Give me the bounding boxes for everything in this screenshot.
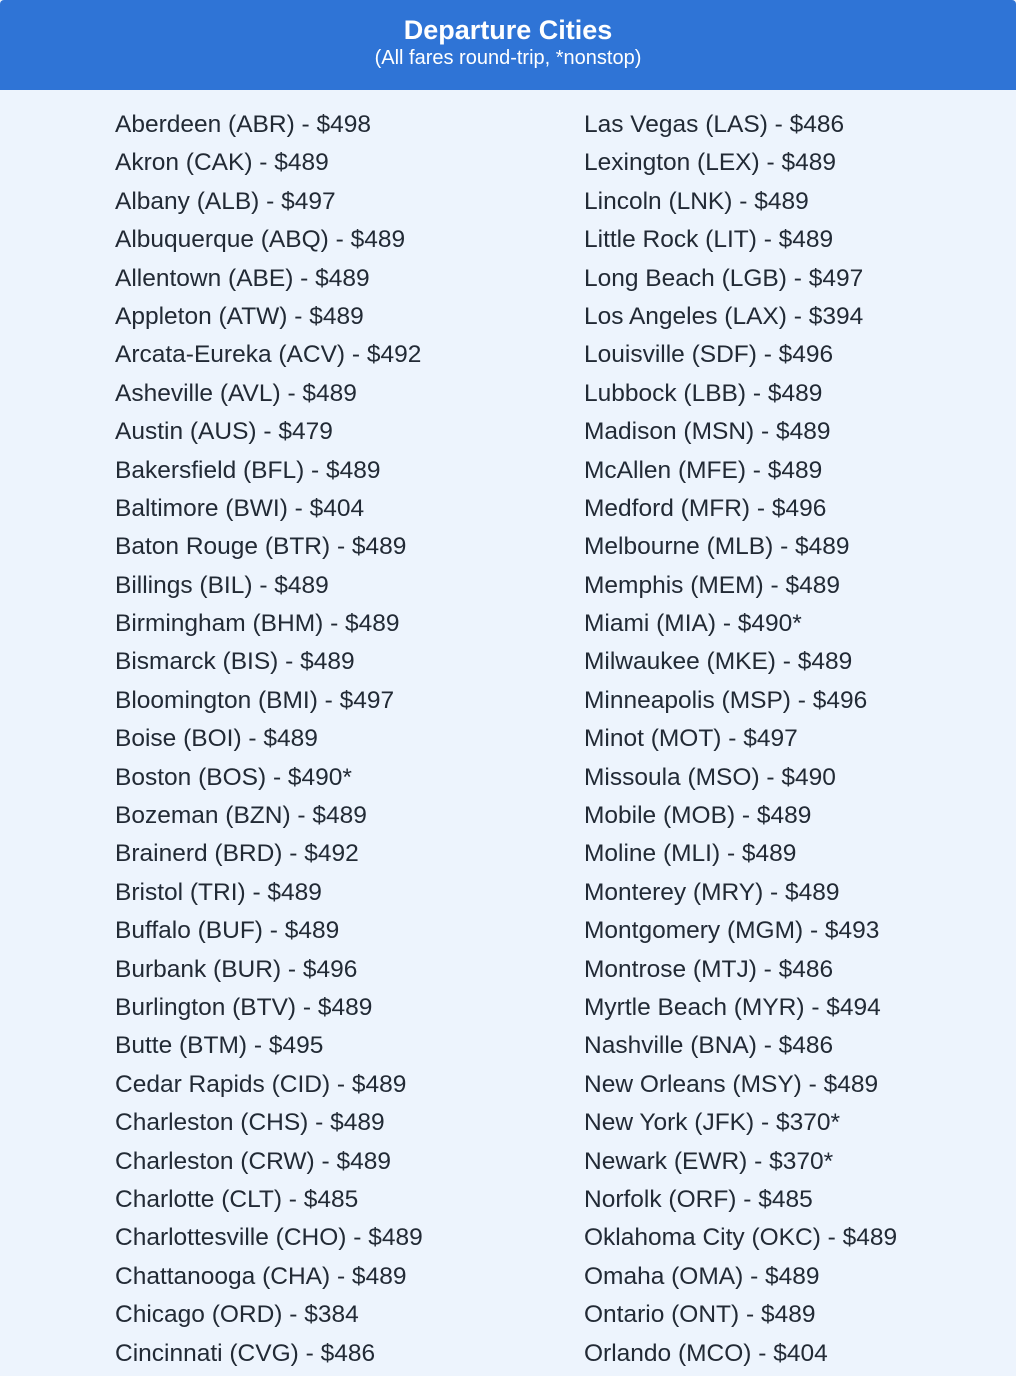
- city-list-container: [0, 90, 1016, 1376]
- city-fare-item: Cincinnati (CVG) - $486: [115, 1339, 376, 1367]
- city-fare-item: Burlington (BTV) - $489: [115, 993, 373, 1021]
- city-fare-item: Long Beach (LGB) - $497: [584, 264, 864, 292]
- city-fare-item: Little Rock (LIT) - $489: [584, 226, 834, 254]
- city-fare-item: Baltimore (BWI) - $404: [115, 494, 365, 522]
- city-fare-item: Memphis (MEM) - $489: [584, 571, 840, 599]
- city-fare-item: Akron (CAK) - $489: [115, 149, 329, 177]
- city-fare-item: Moline (MLI) - $489: [584, 840, 797, 868]
- city-fare-item: Butte (BTM) - $495: [115, 1032, 324, 1060]
- city-fare-item: Charlotte (CLT) - $485: [115, 1185, 359, 1213]
- city-fare-item: Miami (MIA) - $490*: [584, 610, 802, 638]
- city-fare-item: Arcata-Eureka (ACV) - $492: [115, 341, 422, 369]
- city-fare-item: Oklahoma City (OKC) - $489: [584, 1224, 898, 1252]
- city-fare-item: Las Vegas (LAS) - $486: [584, 111, 845, 138]
- city-fare-item: Bristol (TRI) - $489: [115, 878, 322, 906]
- city-fare-item: Chattanooga (CHA) - $489: [115, 1262, 407, 1290]
- city-fare-item: Burbank (BUR) - $496: [115, 955, 358, 983]
- city-fare-item: Birmingham (BHM) - $489: [115, 610, 400, 638]
- city-fare-item: Montrose (MTJ) - $486: [584, 955, 834, 983]
- city-fare-item: Minot (MOT) - $497: [584, 725, 798, 753]
- city-fare-item: Brainerd (BRD) - $492: [115, 840, 359, 868]
- city-fare-item: Madison (MSN) - $489: [584, 418, 831, 446]
- city-fare-item: Asheville (AVL) - $489: [115, 379, 357, 407]
- city-fare-item: Melbourne (MLB) - $489: [584, 533, 850, 561]
- city-fare-item: Bakersfield (BFL) - $489: [115, 456, 381, 484]
- city-fare-item: Allentown (ABE) - $489: [115, 264, 370, 292]
- city-fare-item: Mobile (MOB) - $489: [584, 802, 812, 830]
- city-fare-item: Newark (EWR) - $370*: [584, 1147, 834, 1175]
- city-fare-item: Charlottesville (CHO) - $489: [115, 1224, 423, 1252]
- page-title: Departure Cities: [403, 15, 613, 45]
- city-fare-item: Norfolk (ORF) - $485: [584, 1185, 813, 1213]
- city-fare-item: Los Angeles (LAX) - $394: [584, 302, 864, 330]
- city-fare-item: Montgomery (MGM) - $493: [584, 917, 880, 945]
- city-fare-item: Buffalo (BUF) - $489: [115, 917, 340, 945]
- city-fare-item: McAllen (MFE) - $489: [584, 456, 823, 484]
- city-fare-item: Milwaukee (MKE) - $489: [584, 648, 853, 676]
- city-fare-item: New York (JFK) - $370*: [584, 1109, 840, 1137]
- city-fare-item: Cedar Rapids (CID) - $489: [115, 1070, 407, 1098]
- city-fare-item: Bismarck (BIS) - $489: [115, 648, 355, 676]
- city-fare-item: Ontario (ONT) - $489: [584, 1301, 816, 1329]
- header-banner: [0, 0, 1016, 90]
- city-fare-item: Albany (ALB) - $497: [115, 187, 336, 215]
- city-list-right: [584, 106, 897, 1373]
- city-fare-item: Chicago (ORD) - $384: [115, 1301, 359, 1329]
- city-fare-item: Boise (BOI) - $489: [115, 725, 318, 753]
- page-subtitle: (All fares round-trip, *nonstop): [374, 47, 642, 69]
- city-fare-item: Nashville (BNA) - $486: [584, 1032, 834, 1060]
- city-fare-item: Appleton (ATW) - $489: [115, 302, 364, 330]
- city-fare-item: Bozeman (BZN) - $489: [115, 802, 367, 830]
- city-fare-item: Myrtle Beach (MYR) - $494: [584, 993, 881, 1021]
- city-fare-item: Orlando (MCO) - $404: [584, 1339, 828, 1367]
- city-fare-item: New Orleans (MSY) - $489: [584, 1070, 879, 1098]
- city-fare-item: Bloomington (BMI) - $497: [115, 686, 395, 714]
- city-fare-item: Medford (MFR) - $496: [584, 494, 827, 522]
- city-fare-item: Billings (BIL) - $489: [115, 571, 329, 599]
- city-fare-item: Minneapolis (MSP) - $496: [584, 686, 868, 714]
- city-fare-item: Aberdeen (ABR) - $498: [115, 111, 372, 138]
- city-fare-item: Lexington (LEX) - $489: [584, 149, 836, 177]
- city-fare-item: Omaha (OMA) - $489: [584, 1262, 820, 1290]
- city-fare-item: Austin (AUS) - $479: [115, 418, 333, 446]
- city-fare-item: Missoula (MSO) - $490: [584, 763, 836, 791]
- city-fare-item: Charleston (CHS) - $489: [115, 1109, 385, 1137]
- city-list-left: [115, 106, 423, 1373]
- city-fare-item: Charleston (CRW) - $489: [115, 1147, 391, 1175]
- city-fare-item: Louisville (SDF) - $496: [584, 341, 834, 369]
- city-fare-item: Boston (BOS) - $490*: [115, 763, 352, 791]
- city-fare-item: Lincoln (LNK) - $489: [584, 187, 809, 215]
- city-fare-item: Baton Rouge (BTR) - $489: [115, 533, 407, 561]
- city-fare-item: Monterey (MRY) - $489: [584, 878, 840, 906]
- city-fare-item: Albuquerque (ABQ) - $489: [115, 226, 406, 254]
- city-fare-item: Lubbock (LBB) - $489: [584, 379, 823, 407]
